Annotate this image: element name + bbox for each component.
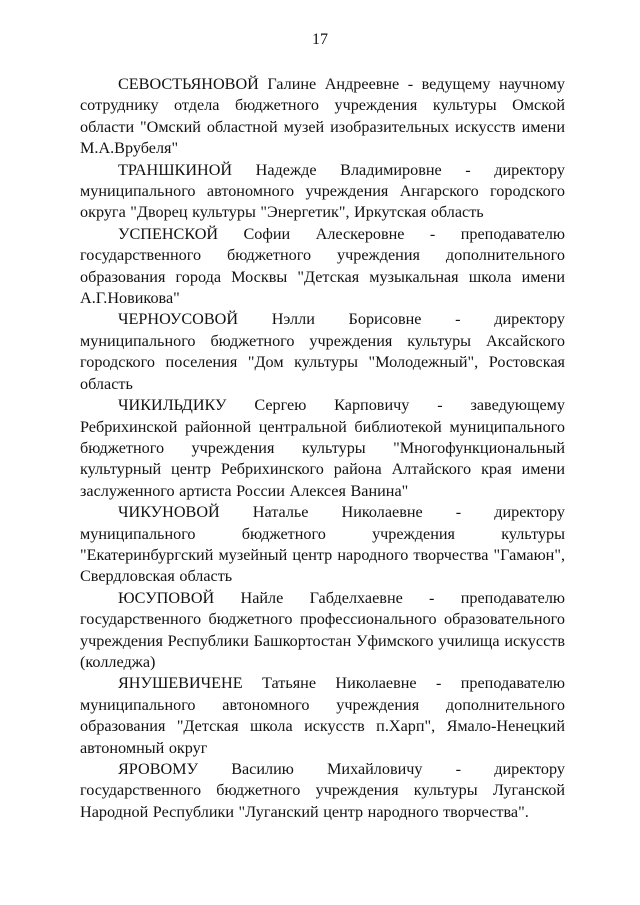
- award-entry: ЧЕРНОУСОВОЙ Нэлли Борисовне - директору муниципального бюджетного учреждения культуры Аксайского городского поселения "Дом культуры "Молодежный", Ростовская область: [80, 310, 565, 393]
- award-entry: ЯНУШЕВИЧЕНЕ Татьяне Николаевне - преподавателю муниципального автономного учреждения дополнительного образования "Детская школа искусств п.Харп", Ямало-Ненецкий автономный округ: [80, 674, 565, 757]
- page-number: 17: [312, 31, 328, 48]
- award-entry: ЯРОВОМУ Василию Михайловичу - директору государственного бюджетного учреждения культуры Луганской Народной Республики "Луганский центр народного творчества".: [80, 760, 565, 821]
- award-entry: ЮСУПОВОЙ Найле Габделхаевне - преподавателю государственного бюджетного профессионального образовательного учреждения Республики Башкортостан Уфимского училища искусств (колледжа): [80, 588, 565, 671]
- award-entry: ЧИКИЛЬДИКУ Сергею Карповичу - заведующему Ребрихинской районной центральной библиотекой муниципального бюджетного учреждения культуры "Многофункциональный культурный центр Ребрихинского района Алтайского края имени заслуженного артиста России Алексея Ванина": [80, 396, 565, 500]
- award-entry: ЧИКУНОВОЙ Наталье Николаевне - директору муниципального бюджетного учреждения культуры "Екатеринбургский музейный центр народного творчества "Гамаюн", Свердловская область: [80, 503, 565, 586]
- document-body: [80, 74, 565, 823]
- award-entry: УСПЕНСКОЙ Софии Алескеровне - преподавателю государственного бюджетного учреждения дополнительного образования города Москвы "Детская музыкальная школа имени А.Г.Новикова": [80, 224, 565, 308]
- award-entry: СЕВОСТЬЯНОВОЙ Галине Андреевне - ведущему научному сотруднику отдела бюджетного учреждения культуры Омской области "Омский областной музей изобразительных искусств имени М.А.Врубеля": [80, 75, 565, 158]
- award-entry: ТРАНШКИНОЙ Надежде Владимировне - директору муниципального автономного учреждения Ангарского городского округа "Дворец культуры "Энергетик", Иркутская область: [80, 160, 565, 222]
